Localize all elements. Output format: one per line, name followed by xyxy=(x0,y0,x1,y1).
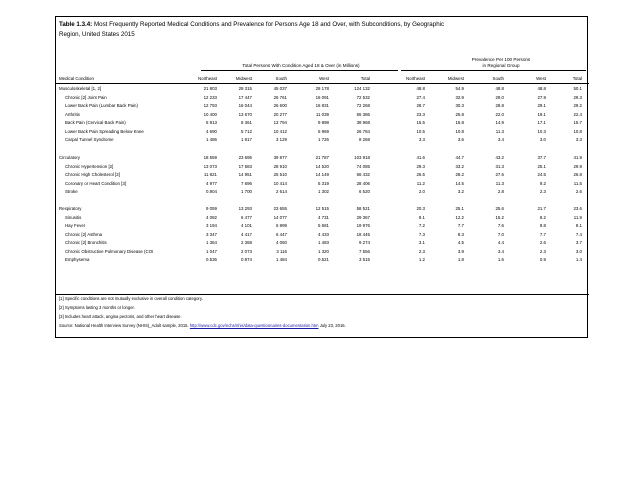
table-cell: 43.2 xyxy=(495,155,504,160)
table-cell: 25.1 xyxy=(455,206,464,211)
row-label: Chronic Obstructive Pulmonary Disease (COI xyxy=(65,248,154,254)
table-row xyxy=(56,94,589,101)
group-header-prevalence-line1: Prevalence Per 100 Persons xyxy=(471,57,531,62)
row-label: Chronic [2] Joint Pain xyxy=(65,94,107,100)
table-cell: 0.536 xyxy=(206,257,217,262)
table-cell: 6 447 xyxy=(276,231,287,237)
table-cell: 14 520 xyxy=(315,163,329,169)
table-cell: 19.1 xyxy=(537,111,546,117)
table-row xyxy=(56,205,589,212)
table-cell: 5 681 xyxy=(318,223,329,228)
row-label: Circulatory xyxy=(59,155,80,160)
row-label: Carpal Tunnel Syndrome xyxy=(65,137,114,142)
table-cell: 3.9 xyxy=(457,248,464,254)
table-cell: 3 194 xyxy=(206,223,217,228)
table-cell: 29 315 xyxy=(238,86,252,91)
table-row xyxy=(56,248,589,255)
table-cell: 41.9 xyxy=(573,155,582,160)
table-cell: 103 918 xyxy=(354,155,370,160)
table-cell: 4.4 xyxy=(497,240,504,245)
table-cell: 6 477 xyxy=(241,214,252,220)
table-cell: 5 712 xyxy=(241,128,252,134)
table-cell: 22.0 xyxy=(495,111,504,117)
table-cell: 14 149 xyxy=(315,172,329,177)
table-cell: 18 559 xyxy=(203,155,217,160)
table-cell: 21 787 xyxy=(315,155,329,160)
table-cell: 29.9 xyxy=(573,163,582,169)
table-cell: 9 274 xyxy=(359,240,370,245)
table-cell: 27.9 xyxy=(537,94,546,100)
table-cell: 28.7 xyxy=(416,103,425,108)
column-header: Midwest xyxy=(447,76,464,81)
table-cell: 2.3 xyxy=(539,189,546,194)
table-cell: 23 695 xyxy=(238,155,252,160)
table-row xyxy=(56,111,589,118)
table-row xyxy=(56,180,589,187)
row-label: Hay Fever xyxy=(65,223,86,228)
table-cell: 29.2 xyxy=(573,103,582,108)
table-cell: 31.3 xyxy=(495,163,504,169)
table-cell: 27.4 xyxy=(416,94,425,100)
table-cell: 55 386 xyxy=(356,111,370,117)
table-cell: 10.5 xyxy=(416,128,425,134)
table-cell: 48.8 xyxy=(537,86,546,91)
table-cell: 17.1 xyxy=(537,120,546,125)
table-cell: 20.3 xyxy=(416,206,425,211)
table-cell: 12 793 xyxy=(203,103,217,108)
source-prefix: Source: National Health Interview Survey (NHIS)_Adult sample, 2015. xyxy=(59,323,190,328)
table-cell: 11 821 xyxy=(203,172,217,177)
table-cell: 29.3 xyxy=(416,163,425,169)
table-cell: 45 037 xyxy=(273,86,287,91)
row-label: Back Pain (Cervical Back Pain) xyxy=(65,120,126,125)
table-title xyxy=(59,20,579,40)
table-cell: 9.2 xyxy=(539,180,546,186)
table-cell: 15.2 xyxy=(495,214,504,220)
table-cell: 74 085 xyxy=(356,163,370,169)
table-cell: 9 898 xyxy=(318,120,329,125)
row-label: Chronic Hypertension [2] xyxy=(65,163,114,169)
table-cell: 32.9 xyxy=(455,94,464,100)
table-cell: 2.8 xyxy=(497,189,504,194)
table-cell: 58 521 xyxy=(356,206,370,211)
table-cell: 14.5 xyxy=(455,180,464,186)
row-label: Chronic High Cholesterol [2] xyxy=(65,172,120,177)
table-cell: 6 913 xyxy=(206,120,217,125)
table-row xyxy=(56,222,589,229)
table-cell: 18 445 xyxy=(356,231,370,237)
table-cell: 4 977 xyxy=(206,180,217,186)
table-row xyxy=(56,163,589,170)
table-cell: 25.6 xyxy=(495,206,504,211)
table-cell: 124 132 xyxy=(354,86,370,91)
table-cell: 27.6 xyxy=(495,172,504,177)
table-cell: 2 073 xyxy=(241,248,252,254)
table-cell: 37.7 xyxy=(537,155,546,160)
group-header-divider-left xyxy=(201,70,398,71)
table-cell: 7.7 xyxy=(539,231,546,237)
table-cell: 16 091 xyxy=(315,94,329,100)
table-cell: 15.5 xyxy=(416,120,425,125)
table-cell: 1 364 xyxy=(206,240,217,245)
table-cell: 7.3 xyxy=(418,231,425,237)
table-cell: 3.0 xyxy=(575,248,582,254)
table-cell: 4.5 xyxy=(457,240,464,245)
row-label: Sinusitis xyxy=(65,214,82,220)
table-cell: 15.8 xyxy=(455,120,464,125)
table-cell: 14 077 xyxy=(273,214,287,220)
table-row xyxy=(56,239,589,246)
table-cell: 8.1 xyxy=(575,223,582,228)
row-label: Musculoskeletal [1, 2] xyxy=(59,86,102,91)
footnote: [1] Specific conditions are not mutually exclusive in overall condition category. xyxy=(59,296,203,301)
table-cell: 1.2 xyxy=(418,257,425,262)
table-cell: 23.3 xyxy=(416,111,425,117)
table-cell: 11.9 xyxy=(573,214,582,220)
table-cell: 10.8 xyxy=(573,128,582,134)
table-row xyxy=(56,154,589,161)
table-cell: 66 432 xyxy=(356,172,370,177)
table-cell: 3.3 xyxy=(575,137,582,142)
table-cell: 4 690 xyxy=(206,128,217,134)
table-cell: 1.8 xyxy=(457,257,464,262)
table-cell: 26 600 xyxy=(273,103,287,108)
table-cell: 4 101 xyxy=(241,223,252,228)
column-header: West xyxy=(319,76,329,81)
table-cell: 25.8 xyxy=(455,111,464,117)
table-cell: 38 968 xyxy=(356,120,370,125)
table-cell: 5 319 xyxy=(318,180,329,186)
table-row xyxy=(56,136,589,143)
table-cell: 2.0 xyxy=(418,189,425,194)
table-cell: 16 831 xyxy=(315,103,329,108)
table-row xyxy=(56,119,589,126)
table-cell: 7.4 xyxy=(575,231,582,237)
footnote: [2] Symptoms lasting 3 months or longer. xyxy=(59,305,135,310)
table-cell: 25 510 xyxy=(273,172,287,177)
table-cell: 50.1 xyxy=(573,86,582,91)
table-cell: 3.3 xyxy=(418,137,425,142)
table-cell: 8 361 xyxy=(241,120,252,125)
table-cell: 33.2 xyxy=(455,163,464,169)
table-cell: 8.3 xyxy=(457,231,464,237)
table-cell: 9.1 xyxy=(418,214,425,220)
table-cell: 3.0 xyxy=(539,137,546,142)
table-cell: 10 400 xyxy=(203,111,217,117)
table-cell: 0.974 xyxy=(241,257,252,262)
table-row xyxy=(56,85,589,92)
table-cell: 2 614 xyxy=(276,189,287,194)
table-cell: 11.3 xyxy=(495,180,504,186)
table-cell: 28 406 xyxy=(356,180,370,186)
table-cell: 29.0 xyxy=(495,94,504,100)
source-note xyxy=(59,323,346,329)
column-header-row xyxy=(56,75,589,82)
table-cell: 10 414 xyxy=(273,180,287,186)
group-header-prevalence xyxy=(416,57,586,69)
source-suffix: July 23, 2016. xyxy=(318,323,346,328)
table-cell: 12.2 xyxy=(455,214,464,220)
row-label: Chronic [2] Bronchitis xyxy=(65,240,107,245)
row-label: Lower Back Pain Spreading Below Knee xyxy=(65,128,144,134)
table-cell: 9 059 xyxy=(206,206,217,211)
table-cell: 30.3 xyxy=(455,103,464,108)
table-cell: 7.2 xyxy=(418,223,425,228)
table-cell: 11.2 xyxy=(416,180,425,186)
table-cell: 19 976 xyxy=(356,223,370,228)
table-cell: 1.6 xyxy=(497,257,504,262)
table-number: Table 1.3.4: xyxy=(59,21,93,28)
table-cell: 72 268 xyxy=(356,103,370,108)
footnote-rule xyxy=(56,294,589,295)
table-cell: 14.9 xyxy=(495,120,504,125)
table-cell: 21 803 xyxy=(203,86,217,91)
table-cell: 3.1 xyxy=(418,240,425,245)
table-cell: 3.6 xyxy=(457,137,464,142)
table-cell: 2.6 xyxy=(539,240,546,245)
table-cell: 28 178 xyxy=(315,86,329,91)
table-cell: 29.3 xyxy=(573,94,582,100)
table-cell: 10 412 xyxy=(273,128,287,134)
table-cell: 9.8 xyxy=(539,223,546,228)
table-cell: 14 951 xyxy=(238,172,252,177)
table-cell: 3.2 xyxy=(457,189,464,194)
table-cell: 48.8 xyxy=(495,86,504,91)
table-cell: 28.2 xyxy=(455,172,464,177)
table-cell: 1 483 xyxy=(318,240,329,245)
table-cell: 2.3 xyxy=(539,248,546,254)
table-cell: 1 302 xyxy=(318,189,329,194)
table-cell: 15.7 xyxy=(573,120,582,125)
table-cell: 7 556 xyxy=(359,248,370,254)
table-cell: 16 044 xyxy=(238,103,252,108)
table-frame xyxy=(55,16,588,338)
table-cell: 3 347 xyxy=(206,231,217,237)
row-label: Arthritis xyxy=(65,111,80,117)
row-label: Lower Back Pain (Lumbar Back Pain) xyxy=(65,103,138,108)
table-row xyxy=(56,128,589,135)
row-label: Emphysema xyxy=(65,257,90,262)
table-row xyxy=(56,171,589,178)
table-cell: 2.6 xyxy=(575,189,582,194)
table-cell: 1 047 xyxy=(206,248,217,254)
table-cell: 2 368 xyxy=(241,240,252,245)
table-cell: 1 486 xyxy=(206,137,217,142)
table-cell: 12 515 xyxy=(315,206,329,211)
row-label: Chronic [2] Asthma xyxy=(65,231,103,237)
table-cell: 11 039 xyxy=(315,111,329,117)
table-cell: 72 532 xyxy=(356,94,370,100)
table-cell: 54.9 xyxy=(455,86,464,91)
table-cell: 41.6 xyxy=(416,155,425,160)
table-cell: 11.5 xyxy=(573,180,582,186)
table-cell: 4 060 xyxy=(276,240,287,245)
table-cell: 0.9 xyxy=(539,257,546,262)
table-cell: 6 520 xyxy=(359,189,370,194)
footnote: [3] Includes heart attack, angina pectoris, and other heart disease. xyxy=(59,314,182,319)
table-cell: 0.904 xyxy=(206,189,217,194)
table-cell: 3 515 xyxy=(359,257,370,262)
column-header-condition: Medical Condition xyxy=(59,76,94,81)
table-cell: 3.4 xyxy=(497,137,504,142)
table-cell: 11.3 xyxy=(495,128,504,134)
table-cell: 3 129 xyxy=(276,137,287,142)
table-cell: 7.7 xyxy=(457,223,464,228)
column-header: South xyxy=(275,76,287,81)
table-cell: 7 696 xyxy=(241,180,252,186)
column-header: Northeast xyxy=(405,76,425,81)
table-row xyxy=(56,231,589,238)
table-cell: 29 367 xyxy=(356,214,370,220)
table-cell: 0.521 xyxy=(318,257,329,262)
column-header: Northeast xyxy=(197,76,217,81)
title-text-line2: Region, United States 2015 xyxy=(59,31,135,38)
source-link[interactable]: http://www.cdc.gov/nchs/nhis/data-questionnaires-documentation.htm xyxy=(189,323,319,328)
table-cell: 1 917 xyxy=(241,137,252,142)
table-cell: 1 700 xyxy=(241,189,252,194)
row-label: Respiratory xyxy=(59,206,82,211)
table-cell: 10.8 xyxy=(455,128,464,134)
table-cell: 23.6 xyxy=(573,206,582,211)
row-label: Stroke xyxy=(65,189,78,194)
table-cell: 26.5 xyxy=(416,172,425,177)
title-text: Most Frequently Reported Medical Conditions and Prevalence for Persons Age 18 and Over, with Subconditions, by Geographic xyxy=(92,21,445,28)
table-cell: 8.2 xyxy=(539,214,546,220)
table-cell: 2.3 xyxy=(418,248,425,254)
table-cell: 4 731 xyxy=(318,214,329,220)
table-cell: 28.8 xyxy=(495,103,504,108)
table-cell: 3.7 xyxy=(575,240,582,245)
table-cell: 4 417 xyxy=(241,231,252,237)
column-header: Total xyxy=(572,76,582,81)
table-cell: 13 794 xyxy=(273,120,287,125)
table-cell: 39 877 xyxy=(273,155,287,160)
table-cell: 17 447 xyxy=(238,94,252,100)
table-cell: 7.0 xyxy=(497,231,504,237)
table-cell: 29.1 xyxy=(537,103,546,108)
table-cell: 13 670 xyxy=(238,111,252,117)
column-header: South xyxy=(492,76,504,81)
table-cell: 10.3 xyxy=(537,128,546,134)
table-cell: 23 655 xyxy=(273,206,287,211)
table-cell: 20 277 xyxy=(273,111,287,117)
table-row xyxy=(56,256,589,263)
table-cell: 1.4 xyxy=(575,257,582,262)
table-cell: 25.1 xyxy=(537,163,546,169)
header-rule xyxy=(56,83,589,84)
table-cell: 22.4 xyxy=(573,111,582,117)
table-cell: 4 082 xyxy=(206,214,217,220)
table-cell: 1 320 xyxy=(318,248,329,254)
table-cell: 44.7 xyxy=(455,155,464,160)
table-cell: 26 784 xyxy=(356,128,370,134)
table-cell: 48.8 xyxy=(416,86,425,91)
column-header: Total xyxy=(360,76,370,81)
table-row xyxy=(56,214,589,221)
table-cell: 1 484 xyxy=(276,257,287,262)
table-cell: 26.8 xyxy=(573,172,582,177)
table-cell: 4 433 xyxy=(318,231,329,237)
table-cell: 5 969 xyxy=(318,128,329,134)
table-cell: 3 116 xyxy=(276,248,287,254)
table-cell: 1 726 xyxy=(318,137,329,142)
table-cell: 28 910 xyxy=(273,163,287,169)
table-cell: 17 583 xyxy=(238,163,252,169)
table-row xyxy=(56,102,589,109)
column-header: West xyxy=(536,76,546,81)
group-header-prevalence-line2: in Regional Group xyxy=(482,63,520,68)
group-header-totals: Total Persons With Condition Aged 18 & Over (in Millions) xyxy=(242,63,360,68)
row-label: Coronary or Heart Condition [3] xyxy=(65,180,127,186)
table-cell: 13 293 xyxy=(238,206,252,211)
table-cell: 6 999 xyxy=(276,223,287,228)
table-cell: 7.6 xyxy=(497,223,504,228)
table-cell: 13 073 xyxy=(203,163,217,169)
column-header: Midwest xyxy=(235,76,252,81)
table-cell: 3.4 xyxy=(497,248,504,254)
table-cell: 26 761 xyxy=(273,94,287,100)
group-header-divider-right xyxy=(401,70,586,71)
table-row xyxy=(56,188,589,195)
table-cell: 24.5 xyxy=(537,172,546,177)
table-cell: 12 233 xyxy=(203,94,217,100)
table-cell: 21.7 xyxy=(537,206,546,211)
table-cell: 8 268 xyxy=(359,137,370,142)
